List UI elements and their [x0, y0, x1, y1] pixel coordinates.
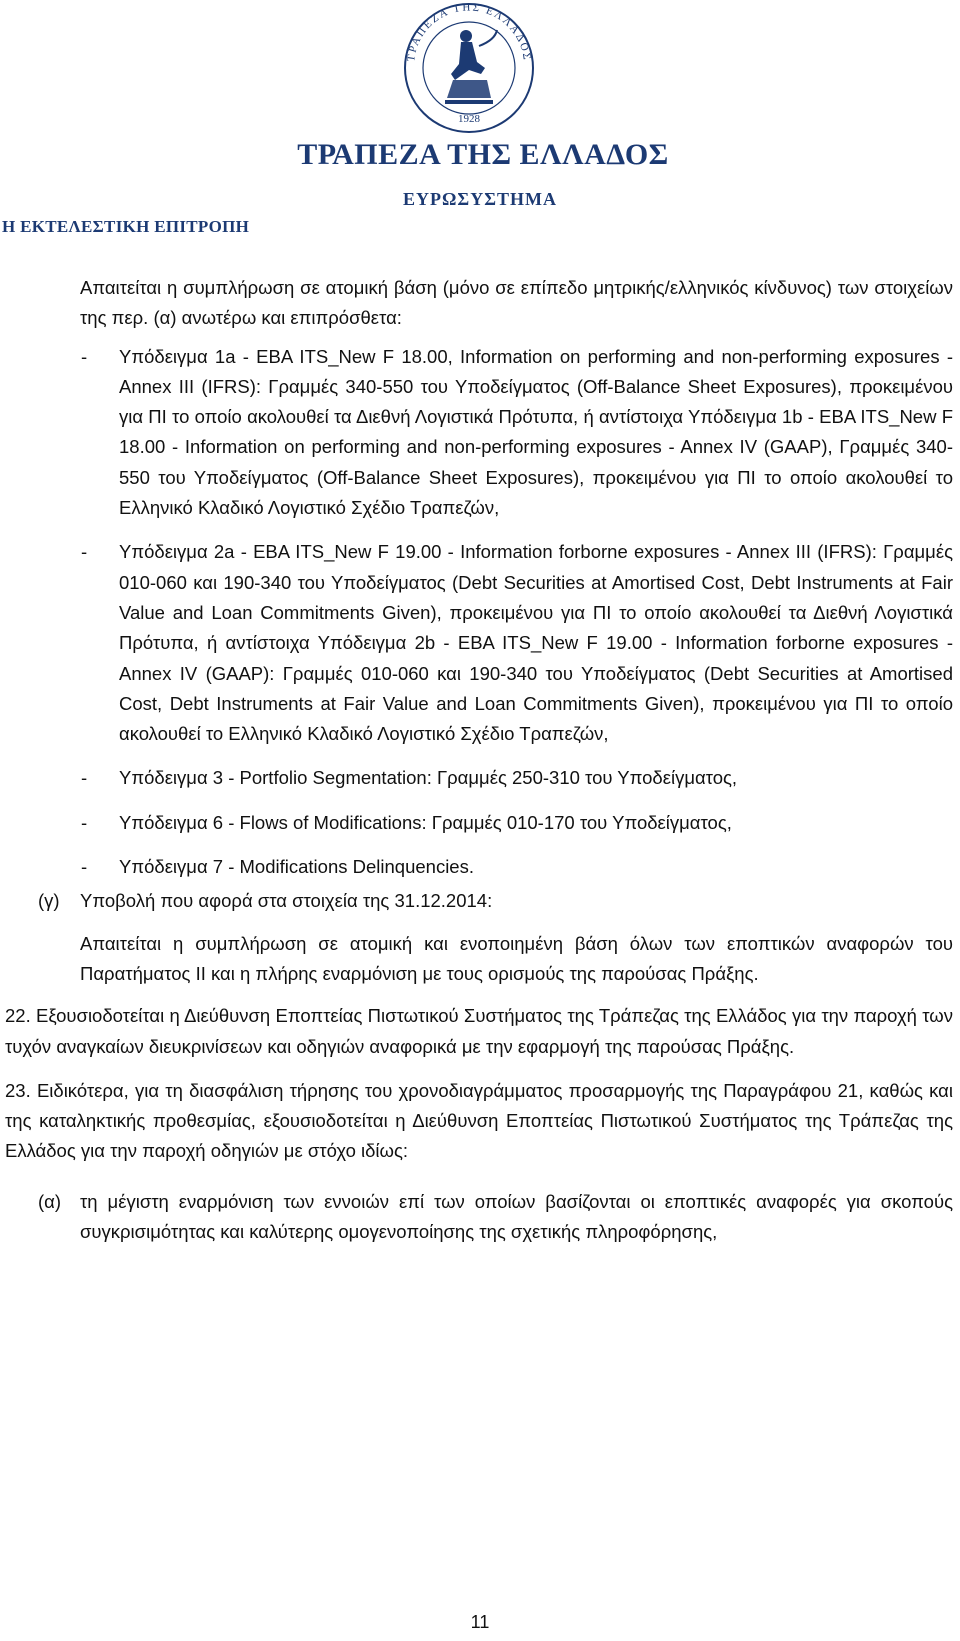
- subparagraph-marker: (α): [38, 1190, 62, 1212]
- list-item: [81, 808, 953, 838]
- list-item: [81, 852, 953, 882]
- subparagraph-text: τη μέγιστη εναρμόνιση των εννοιών επί των οποίων βασίζονται οι εποπτικές αναφορές για σκοπούς συγκρισιμότητας και καλύτερης ομογενοποίησης της σχετικής πληροφόρησης,: [80, 1190, 953, 1243]
- paragraph-22: 22. Εξουσιοδοτείται η Διεύθυνση Εποπτείας Πιστωτικού Συστήματος της Τράπεζας της Ελλάδος για την παροχή των τυχόν αναγκαίων διευκρινίσεων και οδηγιών αναφορικά με την εφαρμογή της παρούσας Πράξης.: [5, 1005, 953, 1057]
- list-item-text: Υπόδειγμα 2a - EBA ITS_New F 19.00 - Information forborne exposures - Annex III (IFRS): Γραμμές 010-060 και 190-340 του Υποδείγματος (Debt Securities at Amortised Cost, Debt Instruments at Fair Value and Loan Commitments Given), προκειμένου για ΠΙ το οποίο ακολουθεί τα Διεθνή Λογιστικά Πρότυπα, ή αντίστοιχα Υπόδειγμα 2b - EBA ITS_New F 19.00 - Information forborne exposures - Annex IV (GAAP): Γραμμές 010-060 και 190-340 του Υποδείγματος (Debt Securities at Amortised Cost, Debt Instruments at Fair Value and Loan Commitments Given), προκειμένου για ΠΙ το οποίο ακολουθεί το Ελληνικό Κλαδικό Λογιστικό Σχέδιο Τραπεζών,: [119, 541, 953, 745]
- section-gamma-heading: [38, 886, 960, 916]
- list-item-text: Υπόδειγμα 1a - EBA ITS_New F 18.00, Information on performing and non-performing exposures - Annex III (IFRS): Γραμμές 340-550 του Υποδείγματος (Off-Balance Sheet Exposures), προκειμένου για ΠΙ το οποίο ακολουθεί τα Διεθνή Λογιστικά Πρότυπα, ή αντίστοιχα Υπόδειγμα 1b - EBA ITS_New F 18.00 - Information on performing and non-performing exposures - Annex IV (GAAP), Γραμμές 340-550 του Υποδείγματος (Off-Balance Sheet Exposures), προκειμένου για ΠΙ το οποίο ακολουθεί το Ελληνικό Κλαδικό Λογιστικό Σχέδιο Τραπεζών,: [119, 345, 953, 519]
- seal-inscription: ΤΡΑΠΕΖΑ ΤΗΣ ΕΛΛΑΔΟΣ: [405, 2, 533, 63]
- section-gamma-text: Απαιτείται η συμπλήρωση σε ατομική και ενοποιημένη βάση όλων των εποπτικών αναφορών του Παρατήματος ΙΙ και η πλήρης εναρμόνιση με τους ορισμούς της παρούσας Πράξης.: [80, 932, 953, 984]
- dash-marker: -: [81, 541, 88, 563]
- executive-committee-label: Η ΕΚΤΕΛΕΣΤΙΚΗ ΕΠΙΤΡΟΠΗ: [2, 217, 250, 236]
- list-item: [81, 537, 953, 749]
- list-item-text: Υπόδειγμα 3 - Portfolio Segmentation: Γραμμές 250-310 του Υποδείγματος,: [119, 767, 738, 789]
- document-body: [0, 273, 960, 1247]
- bank-name: ΤΡΑΠΕΖΑ ΤΗΣ ΕΛΛΑΔΟΣ: [297, 138, 669, 171]
- document-header: [0, 0, 960, 260]
- list-item-text: Υπόδειγμα 6 - Flows of Modifications: Γραμμές 010-170 του Υποδείγματος,: [119, 811, 732, 833]
- list-item: [81, 342, 953, 524]
- list-item-text: Υπόδειγμα 7 - Modifications Delinquencies.: [119, 856, 474, 878]
- dash-marker: -: [81, 345, 88, 367]
- section-marker: (γ): [38, 890, 60, 912]
- list-item: [81, 763, 953, 793]
- dash-marker: -: [81, 767, 88, 789]
- dash-marker: -: [81, 856, 88, 878]
- subparagraph-a: [38, 1187, 953, 1248]
- intro-paragraph: Απαιτείται η συμπλήρωση σε ατομική βάση (μόνο σε επίπεδο μητρικής/ελληνικός κίνδυνος) των στοιχείων της περ. (α) ανωτέρω και επιπρόσθετα:: [80, 277, 953, 329]
- seal-year: 1928: [458, 113, 480, 125]
- page-number: 11: [470, 1612, 490, 1632]
- section-heading-text: Υποβολή που αφορά στα στοιχεία της 31.12.2014:: [80, 890, 493, 912]
- eurosystem-label: ΕΥΡΩΣΥΣΤΗΜΑ: [403, 189, 557, 209]
- bank-seal-logo: [369, 2, 569, 142]
- paragraph-23: 23. Ειδικότερα, για τη διασφάλιση τήρησης του χρονοδιαγράμματος προσαρμογής της Παραγράφου 21, καθώς και της καταληκτικής προθεσμίας, εξουσιοδοτείται η Διεύθυνση Εποπτείας Πιστωτικού Συστήματος της Τράπεζας της Ελλάδος για την παροχή οδηγιών με στόχο ιδίως:: [5, 1079, 953, 1162]
- dash-marker: -: [81, 811, 88, 833]
